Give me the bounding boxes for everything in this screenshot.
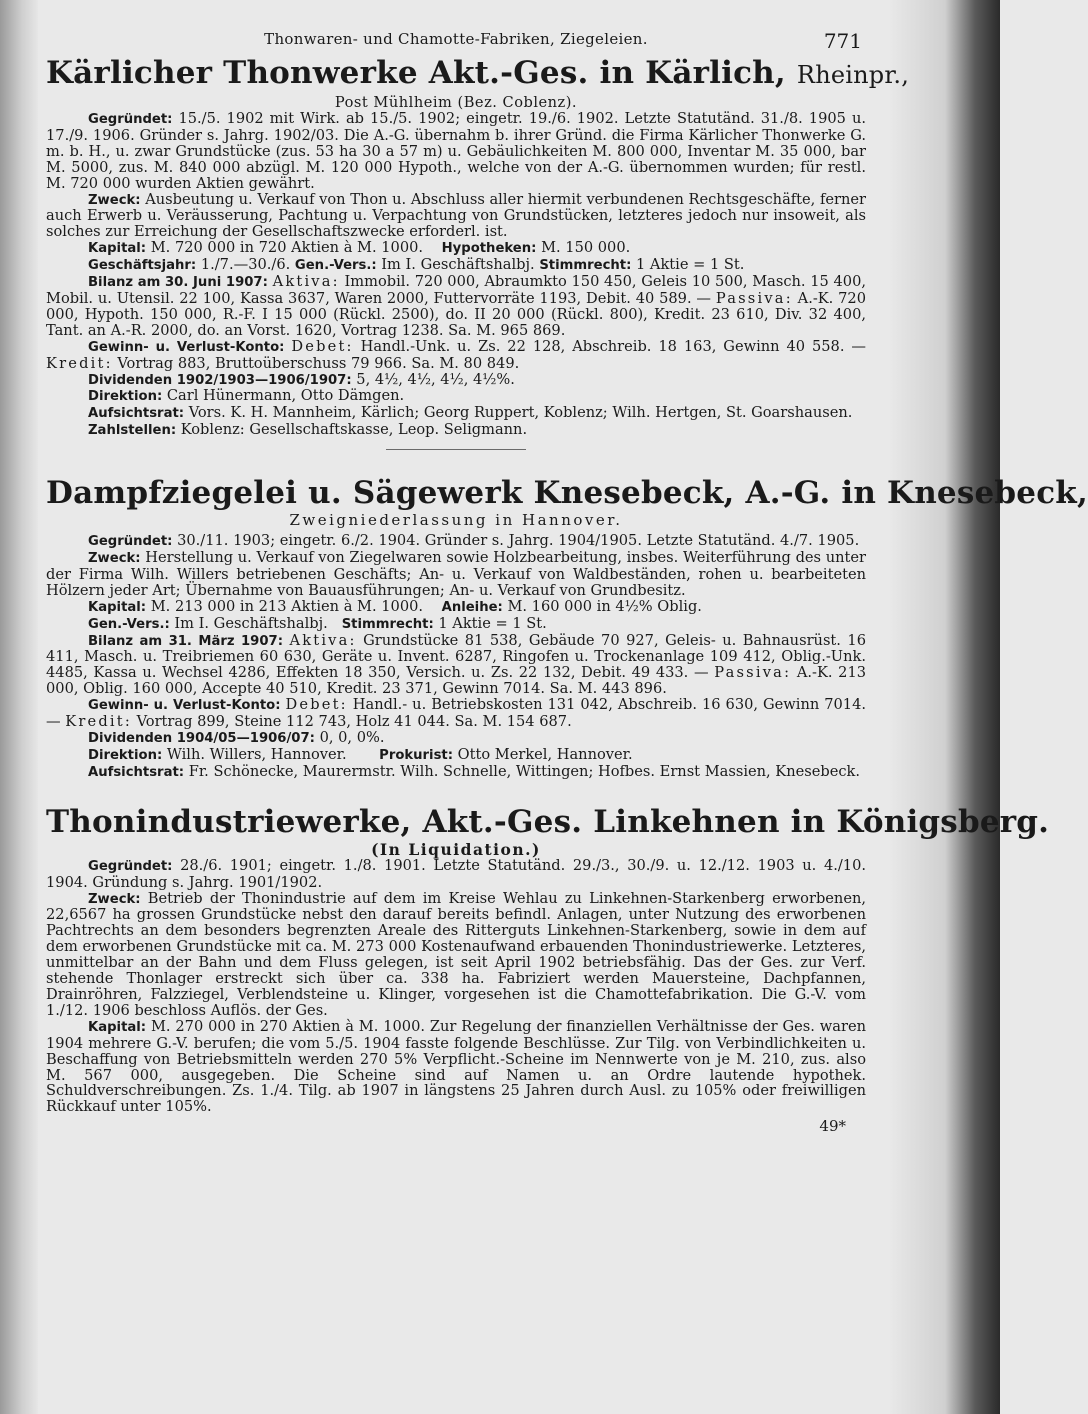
board-paragraph xyxy=(46,747,866,764)
profit-loss-paragraph xyxy=(46,697,866,730)
label: Dividenden 1904/05—1906/07: xyxy=(88,731,315,746)
company-name: Kärlicher Thonwerke Akt.-Ges. in Kärlich, xyxy=(46,55,786,91)
label: Gen.-Vers.: xyxy=(88,616,170,632)
label: Direktion: xyxy=(88,389,163,405)
running-head-title: Thonwaren- und Chamotte-Fabriken, Ziegeleien. xyxy=(264,30,648,48)
label: Gen.-Vers.: xyxy=(294,258,377,274)
text: Betrieb der Thonindustrie auf dem im Kreise Wehlau zu Linkehnen-Starkenberg erworbenen, 22,6567 ha grossen Grundstücke nebst den darauf bereits befindl. Anlagen, unter Nutzung des erworbenen Pachtrechts an dem besonders begrenzten Areale des Ritterguts Linkehnen-Starkenberg, sowie in dem auf dem erworbenen Grundstücke mit ca. M. 273 000 Kostenaufwand erbauenden Thonindustriewerke. Letzteres, unmittelbar an der Bahn und dem Fluss gelegen, ist seit April 1902 betriebsfähig. Das der Ges. zur Verf. stehende Thonlager erstreckt sich über ca. 338 ha. Fabriziert werden Mauersteine, Dachpfannen, Drainröhren, Falzziegel, Verblendsteine u. Klinger, vorgesehen ist die Chamottefabrikation. Die G.-V. vom 1./12. 1906 beschloss Auflös. der Ges. xyxy=(46,889,866,1019)
balance-paragraph xyxy=(46,633,866,698)
text: 0, 0, 0%. xyxy=(319,729,385,746)
text: Handl.- u. Betriebskosten 131 042, Abschreib. 16 630, Gewinn 7014. — xyxy=(46,696,867,731)
debit-label: Debet: xyxy=(291,337,354,355)
text: M. 160 000 in 4½% Oblig. xyxy=(507,597,702,615)
label: Aufsichtsrat: xyxy=(88,406,185,422)
company-entry-1 xyxy=(46,54,910,439)
label: Kapital: xyxy=(88,1019,147,1035)
general-meeting-paragraph xyxy=(46,616,866,633)
label: Zahlstellen: xyxy=(88,423,177,439)
text: 1 Aktie = 1 St. xyxy=(438,614,547,632)
label: Zweck: xyxy=(88,551,141,567)
purpose-paragraph xyxy=(46,550,866,599)
signature-mark: 49* xyxy=(819,1117,846,1136)
text: Fr. Schönecke, Maurermstr. Wilh. Schnelle, Wittingen; Hofbes. Ernst Massien, Knesebeck. xyxy=(188,762,860,780)
label: Zweck: xyxy=(88,192,141,208)
label: Bilanz am 30. Juni 1907: xyxy=(88,275,268,291)
scan-edge-left xyxy=(0,0,38,1414)
capital-paragraph xyxy=(46,1019,866,1115)
debit-label: Debet: xyxy=(285,696,348,714)
text: Otto Merkel, Hannover. xyxy=(457,745,633,763)
company-entry-2 xyxy=(46,474,1088,781)
label: Gegründet: xyxy=(88,534,173,550)
label: Kapital: xyxy=(88,599,147,615)
label: Zweck: xyxy=(88,891,141,907)
fiscal-year-paragraph xyxy=(46,257,866,274)
company-name: Dampfziegelei u. Sägewerk Knesebeck, A.-G. in Knesebeck, xyxy=(46,475,1088,512)
text: 30./11. 1903; eingetr. 6./2. 1904. Gründer s. Jahrg. 1904/1905. Letzte Statutänd. 4./7. 1905. xyxy=(177,532,860,550)
credit-label: Kredit: xyxy=(65,713,132,731)
label: Gegründet: xyxy=(88,858,173,874)
profit-loss-paragraph xyxy=(46,339,866,372)
dividends-paragraph xyxy=(46,730,866,747)
running-head xyxy=(46,26,866,54)
label: Stimmrecht: xyxy=(539,258,632,274)
dividends-paragraph xyxy=(46,372,866,389)
label: Bilanz am 31. März 1907: xyxy=(88,633,283,649)
label: Dividenden 1902/1903—1906/1907: xyxy=(88,372,352,388)
text: A.-K. 213 000, Oblig. 160 000, Accepte 40 510, Kredit. 23 371, Gewinn 7014. Sa. M. 443 896. xyxy=(46,664,867,698)
label: Gewinn- u. Verlust-Konto: xyxy=(88,339,285,355)
supervisory-board-paragraph xyxy=(46,764,866,781)
company-name: Thonindustriewerke, Akt.-Ges. Linkehnen in Königsberg. xyxy=(46,803,1050,840)
text: 1./7.—30./6. xyxy=(200,256,291,274)
company-title xyxy=(46,54,910,94)
text: 5, 4½, 4½, 4½, 4½%. xyxy=(356,370,515,388)
founded-paragraph xyxy=(46,858,866,891)
board-paragraph xyxy=(46,388,866,405)
capital-paragraph xyxy=(46,240,866,257)
text: 15./5. 1902 mit Wirk. ab 15./5. 1902; eingetr. 19./6. 1902. Letzte Statutänd. 31./8. 1905 u. 17./9. 1906. Gründer s. Jahrg. 1902/03. Die A.-G. übernahm b. ihrer Gründ. die Firma Kärlicher Thonwerke G. m. b. H., u. zwar Grundstücke (zus. 53 ha 30 a 57 m) u. Gebäulichkeiten M. 800 000, Inventar M. 35 000, bar M. 5000, zus. M. 840 000 abzügl. M. 120 000 Hypoth., welche von der A.-G. übernommen wurden; für restl. M. 720 000 wurden Aktien gewährt. xyxy=(46,110,866,192)
assets-label: Aktiva: xyxy=(289,631,357,649)
purpose-paragraph xyxy=(46,891,866,1019)
label: Direktion: xyxy=(88,747,163,763)
label: Stimmrecht: xyxy=(341,616,434,632)
text: Ausbeutung u. Verkauf von Thon u. Abschluss aller hiermit verbundenen Rechtsgeschäfte, ferner auch Erwerb u. Veräusserung, Pachtung u. Verpachtung von Grundstücken, letzteres jedoch nur insoweit, als solches zur Erreichung der Gesellschaftszwecke erforderl. ist. xyxy=(46,190,866,241)
text: Koblenz: Gesellschaftskasse, Leop. Seligmann. xyxy=(180,421,528,439)
supervisory-board-paragraph xyxy=(46,405,866,422)
label: Gewinn- u. Verlust-Konto: xyxy=(88,698,281,714)
text: Grundstücke 81 538, Gebäude 70 927, Geleis- u. Bahnausrüst. 16 411, Masch. u. Treibriemen 60 630, Geräte u. Invent. 6287, Ringofen u. Trockenanlage 109 412, Oblig.-Unk. 4485, Kassa u. Wechsel 4286, Effekten 18 350, Versich. u. Zs. 22 132, Debit. 49 433. — xyxy=(46,631,866,682)
text: Herstellung u. Verkauf von Ziegelwaren sowie Holzbearbeitung, insbes. Weiterführung des unter der Firma Wilh. Willers betriebenen Geschäfts; An- u. Verkauf von Waldbeständen, rohen u. bearbeiteten Hölzern jeder Art; Übernahme von Bauausführungen; An- u. Verkauf von Grundbesitz. xyxy=(46,549,866,599)
company-title xyxy=(46,474,1088,512)
text: Carl Hünermann, Otto Dämgen. xyxy=(166,387,405,405)
founded-paragraph xyxy=(46,533,866,550)
assets-label: Aktiva: xyxy=(272,273,340,291)
label: Gegründet: xyxy=(88,112,173,127)
text: 28./6. 1901; eingetr. 1./8. 1901. Letzte Statutänd. 29./3., 30./9. u. 12./12. 1903 u. 4./10. 1904. Gründung s. Jahrg. 1901/1902. xyxy=(46,856,866,891)
text: 1 Aktie = 1 St. xyxy=(636,256,745,274)
capital-paragraph xyxy=(46,599,866,616)
text: M. 720 000 in 720 Aktien à M. 1000. xyxy=(150,239,424,257)
text: Vortrag 883, Bruttoüberschuss 79 966. Sa. M. 80 849. xyxy=(117,354,520,372)
text: M. 150 000. xyxy=(541,239,631,257)
company-subtitle: (In Liquidation.) xyxy=(371,839,541,859)
balance-paragraph xyxy=(46,274,866,339)
text: Vortrag 899, Steine 112 743, Holz 41 044. Sa. M. 154 687. xyxy=(136,713,572,731)
document-page xyxy=(46,26,1088,1406)
text: Immobil. 720 000, Abraumkto 150 450, Geleis 10 500, Masch. 15 400, Mobil. u. Utensil. 22 100, Kassa 3637, Waren 2000, Futtervorräte 1193, Debit. 40 589. — xyxy=(46,273,867,307)
label: Geschäftsjahr: xyxy=(88,258,197,274)
scan-edge-right xyxy=(890,0,1000,1414)
credit-label: Kredit: xyxy=(46,354,113,372)
text: Im I. Geschäftshalbj. xyxy=(174,614,328,632)
text: M. 213 000 in 213 Aktien à M. 1000. xyxy=(150,597,424,615)
liabilities-label: Passiva: xyxy=(715,289,793,307)
founded-paragraph xyxy=(46,111,866,192)
text: Wilh. Willers, Hannover. xyxy=(166,745,347,763)
text: M. 270 000 in 270 Aktien à M. 1000. Zur Regelung der finanziellen Verhältnisse der Ges. waren 1904 mehrere G.-V. berufen; die vom 5./5. 1904 fasste folgende Beschlüsse. Zur Tilg. von Verbindlichkeiten u. Beschaffung von Betriebsmitteln werden 270 5% Verpflicht.-Scheine im Nennwerte von je M. 210, zus. also M. 567 000, ausgegeben. Die Scheine sind auf Namen u. an Ordre lautende hypothek. Schuldverschreibungen. Zs. 1./4. Tilg. ab 1907 in längstens 25 Jahren durch Ausl. zu 105% oder freiwilligen Rückkauf unter 105%. xyxy=(46,1017,866,1116)
label: Prokurist: xyxy=(379,747,453,763)
paying-agents-paragraph xyxy=(46,422,866,439)
label: Hypotheken: xyxy=(441,241,537,257)
company-title xyxy=(46,803,1050,841)
purpose-paragraph xyxy=(46,192,866,241)
label: Kapital: xyxy=(88,241,147,257)
company-subtitle: Post Mühlheim (Bez. Coblenz). xyxy=(334,94,578,111)
text: A.-K. 720 000, Hypoth. 150 000, R.-F. I 15 000 (Rückl. 2500), do. II 20 000 (Rückl. 800), Kredit. 23 610, Div. 32 400, Tant. an A.-R. 2000, do. an Vorst. 1620, Vortrag 1238. Sa. M. 965 869. xyxy=(46,289,866,339)
liabilities-label: Passiva: xyxy=(714,664,792,682)
company-location: Rheinpr., xyxy=(796,61,910,89)
text: Handl.-Unk. u. Zs. 22 128, Abschreib. 18 163, Gewinn 40 558. — xyxy=(360,337,867,355)
text: Im I. Geschäftshalbj. xyxy=(381,256,535,274)
text: Vors. K. H. Mannheim, Kärlich; Georg Ruppert, Koblenz; Wilh. Hertgen, St. Goarshausen. xyxy=(188,404,853,422)
section-divider xyxy=(386,449,526,450)
label: Aufsichtsrat: xyxy=(88,764,185,780)
company-subtitle: Zweigniederlassung in Hannover. xyxy=(289,511,623,530)
company-entry-3 xyxy=(46,803,1050,1116)
label: Anleihe: xyxy=(441,599,503,615)
page-number: 771 xyxy=(823,29,862,53)
